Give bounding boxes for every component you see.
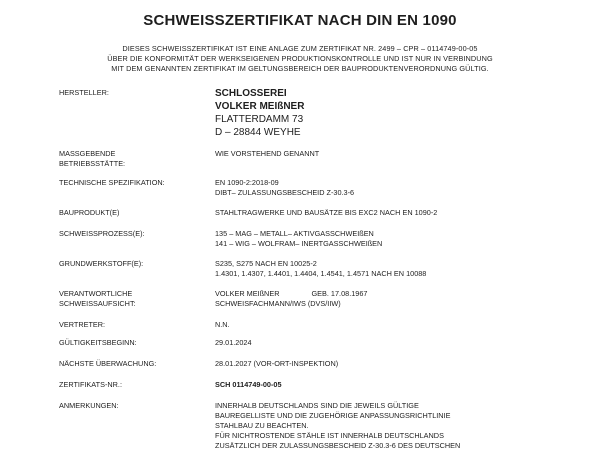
spezifikation-value	[215, 178, 585, 198]
schweissaufsicht-name: VOLKER MEIßNER	[215, 289, 280, 298]
schweissprozess-line: 141 – WIG – WOLFRAM– INERTGASSCHWEIßEN	[215, 239, 383, 248]
hersteller-value	[215, 87, 585, 139]
schweissaufsicht-label-line: VERANTWORTLICHE	[59, 289, 133, 298]
spezifikation-label: TECHNISCHE SPEZIFIKATION:	[59, 178, 165, 187]
anmerkungen-line: BAUREGELLISTE UND DIE ZUGEHÖRIGE ANPASSUNGSRICHTLINIE	[215, 411, 451, 420]
anmerkungen-value	[215, 401, 585, 451]
anmerkungen-line: ZUSÄTZLICH DER ZULASSUNGSBESCHEID Z-30.3-6 DES DEUTSCHEN	[215, 441, 461, 450]
hersteller-label: HERSTELLER:	[59, 88, 109, 97]
betriebsstaette-label-line: BETRIEBSSTÄTTE:	[59, 159, 126, 168]
ueberwachung-label: NÄCHSTE ÜBERWACHUNG:	[59, 359, 157, 368]
page-title: SCHWEISSZERTIFIKAT NACH DIN EN 1090	[143, 12, 457, 29]
hersteller-line: SCHLOSSEREI	[215, 88, 287, 99]
ueberwachung-value: 28.01.2027 (VOR-ORT-INSPEKTION)	[215, 359, 339, 368]
betriebsstaette-label	[59, 149, 209, 169]
spezifikation-line: DIBT– ZULASSUNGSBESCHEID Z-30.3-6	[215, 188, 355, 197]
schweissprozess-line: 135 – MAG – METALL– AKTIVGASSCHWEIßEN	[215, 229, 374, 238]
zertifikatsnr-label: ZERTIFIKATS-NR.:	[59, 380, 122, 389]
grundwerkstoff-value	[215, 259, 585, 279]
intro-line: ÜBER DIE KONFORMITÄT DER WERKSEIGENEN PRODUKTIONSKONTROLLE UND IST NUR IN VERBINDUNG	[107, 54, 493, 63]
anmerkungen-line: FÜR NICHTROSTENDE STÄHLE IST INNERHALB DEUTSCHLANDS	[215, 431, 444, 440]
vertreter-value: N.N.	[215, 320, 230, 329]
grundwerkstoff-label: GRUNDWERKSTOFF(E):	[59, 259, 144, 268]
intro-line: MIT DEM GENANNTEN ZERTIFIKAT IM GELTUNGSBEREICH DER BAUPRODUKTENVERORDNUNG GÜLTIG.	[111, 64, 489, 73]
gueltigkeitsbeginn-label: GÜLTIGKEITSBEGINN:	[59, 338, 137, 347]
anmerkungen-label: ANMERKUNGEN:	[59, 401, 119, 410]
schweissaufsicht-role: SCHWEISFACHMANN/IWS (DVS/IIW)	[215, 299, 341, 308]
schweissaufsicht-birthdate: GEB. 17.08.1967	[311, 289, 368, 298]
intro-text	[0, 44, 600, 74]
spezifikation-line: EN 1090-2:2018-09	[215, 178, 279, 187]
hersteller-line: FLATTERDAMM 73	[215, 114, 304, 125]
schweissaufsicht-label-line: SCHWEISSAUFSICHT:	[59, 299, 136, 308]
vertreter-label: VERTRETER:	[59, 320, 106, 329]
schweissaufsicht-label	[59, 289, 209, 309]
schweissaufsicht-value	[215, 289, 585, 309]
schweissprozess-label: SCHWEISSPROZESS(E):	[59, 229, 145, 238]
schweissprozess-value	[215, 229, 585, 249]
bauprodukt-value: STAHLTRAGWERKE UND BAUSÄTZE BIS EXC2 NACH EN 1090-2	[215, 208, 438, 217]
gueltigkeitsbeginn-value: 29.01.2024	[215, 338, 252, 347]
betriebsstaette-value: WIE VORSTEHEND GENANNT	[215, 149, 320, 158]
bauprodukt-label: BAUPRODUKT(E)	[59, 208, 120, 217]
hersteller-line: D – 28844 WEYHE	[215, 127, 301, 138]
zertifikatsnr-value: SCH 0114749-00-05	[215, 380, 282, 389]
anmerkungen-line: INNERHALB DEUTSCHLANDS SIND DIE JEWEILS GÜLTIGE	[215, 401, 419, 410]
anmerkungen-line: STAHLBAU ZU BEACHTEN.	[215, 421, 309, 430]
grundwerkstoff-line: S235, S275 NACH EN 10025-2	[215, 259, 317, 268]
hersteller-line: VOLKER MEIßNER	[215, 101, 305, 112]
grundwerkstoff-line: 1.4301, 1.4307, 1.4401, 1.4404, 1.4541, 1.4571 NACH EN 10088	[215, 269, 427, 278]
intro-line: DIESES SCHWEISSZERTIFIKAT IST EINE ANLAGE ZUM ZERTIFIKAT NR. 2499 – CPR – 0114749-00-05	[122, 44, 478, 53]
betriebsstaette-label-line: MASSGEBENDE	[59, 149, 116, 158]
